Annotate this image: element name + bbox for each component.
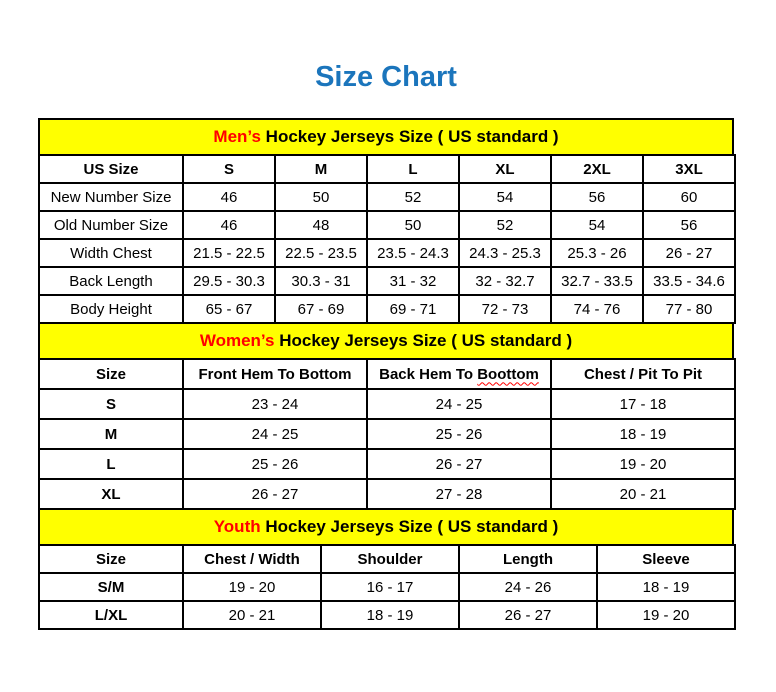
- womens-size-table: [38, 358, 736, 510]
- youth-band-text: Hockey Jerseys Size ( US standard ): [260, 517, 559, 536]
- value-cell: 23 - 24: [183, 389, 367, 419]
- womens-section: [38, 322, 734, 510]
- value-cell: 19 - 20: [183, 573, 321, 601]
- table-row: [39, 419, 735, 449]
- value-cell: 24 - 25: [367, 389, 551, 419]
- value-cell: 54: [459, 183, 551, 211]
- row-label-cell: Body Height: [39, 295, 183, 323]
- womens-header-row: [39, 359, 735, 389]
- value-cell: 29.5 - 30.3: [183, 267, 275, 295]
- value-cell: 60: [643, 183, 735, 211]
- mens-section: [38, 118, 734, 324]
- row-label-cell: Width Chest: [39, 239, 183, 267]
- womens-band: [38, 322, 734, 360]
- value-cell: 52: [459, 211, 551, 239]
- value-cell: 32.7 - 33.5: [551, 267, 643, 295]
- youth-band: [38, 508, 734, 546]
- youth-section: [38, 508, 734, 630]
- column-header: XL: [459, 155, 551, 183]
- column-header: Chest / Pit To Pit: [551, 359, 735, 389]
- column-header: 2XL: [551, 155, 643, 183]
- table-row: [39, 267, 735, 295]
- value-cell: 32 - 32.7: [459, 267, 551, 295]
- value-cell: 69 - 71: [367, 295, 459, 323]
- youth-size-table: [38, 544, 736, 630]
- column-header: M: [275, 155, 367, 183]
- mens-band: [38, 118, 734, 156]
- value-cell: 21.5 - 22.5: [183, 239, 275, 267]
- column-header: US Size: [39, 155, 183, 183]
- table-row: [39, 211, 735, 239]
- youth-band-highlight: Youth: [213, 517, 261, 536]
- column-header: 3XL: [643, 155, 735, 183]
- value-cell: 27 - 28: [367, 479, 551, 509]
- value-cell: 26 - 27: [459, 601, 597, 629]
- back-hem-prefix: Back Hem To: [379, 365, 478, 383]
- column-header: Length: [459, 545, 597, 573]
- value-cell: 23.5 - 24.3: [367, 239, 459, 267]
- value-cell: 18 - 19: [551, 419, 735, 449]
- value-cell: 52: [367, 183, 459, 211]
- row-label-cell: M: [39, 419, 183, 449]
- value-cell: 50: [367, 211, 459, 239]
- value-cell: 24 - 26: [459, 573, 597, 601]
- value-cell: 77 - 80: [643, 295, 735, 323]
- value-cell: 56: [551, 183, 643, 211]
- value-cell: 65 - 67: [183, 295, 275, 323]
- value-cell: 25.3 - 26: [551, 239, 643, 267]
- table-row: [39, 295, 735, 323]
- value-cell: 74 - 76: [551, 295, 643, 323]
- womens-band-highlight: Women’s: [199, 331, 275, 350]
- value-cell: 25 - 26: [183, 449, 367, 479]
- value-cell: 18 - 19: [597, 573, 735, 601]
- table-row: [39, 479, 735, 509]
- row-label-cell: L/XL: [39, 601, 183, 629]
- column-header: Front Hem To Bottom: [183, 359, 367, 389]
- row-label-cell: Old Number Size: [39, 211, 183, 239]
- mens-band-text: Hockey Jerseys Size ( US standard ): [260, 127, 559, 146]
- column-header: Size: [39, 545, 183, 573]
- value-cell: 22.5 - 23.5: [275, 239, 367, 267]
- value-cell: 24 - 25: [183, 419, 367, 449]
- womens-table-body: [39, 389, 735, 509]
- table-row: [39, 449, 735, 479]
- mens-size-table: [38, 154, 736, 324]
- value-cell: 25 - 26: [367, 419, 551, 449]
- value-cell: 46: [183, 183, 275, 211]
- mens-table-body: [39, 183, 735, 323]
- value-cell: 30.3 - 31: [275, 267, 367, 295]
- table-row: [39, 573, 735, 601]
- mens-band-highlight: Men’s: [213, 127, 261, 146]
- womens-band-text: Hockey Jerseys Size ( US standard ): [274, 331, 573, 350]
- value-cell: 54: [551, 211, 643, 239]
- row-label-cell: L: [39, 449, 183, 479]
- row-label-cell: Back Length: [39, 267, 183, 295]
- value-cell: 19 - 20: [551, 449, 735, 479]
- value-cell: 50: [275, 183, 367, 211]
- size-chart-tables: [38, 118, 734, 630]
- row-label-cell: New Number Size: [39, 183, 183, 211]
- value-cell: 20 - 21: [551, 479, 735, 509]
- value-cell: 72 - 73: [459, 295, 551, 323]
- value-cell: 26 - 27: [367, 449, 551, 479]
- column-header: S: [183, 155, 275, 183]
- youth-table-body: [39, 573, 735, 629]
- row-label-cell: S: [39, 389, 183, 419]
- column-header: Shoulder: [321, 545, 459, 573]
- column-header: Size: [39, 359, 183, 389]
- youth-header-row: [39, 545, 735, 573]
- row-label-cell: XL: [39, 479, 183, 509]
- value-cell: 48: [275, 211, 367, 239]
- value-cell: 26 - 27: [643, 239, 735, 267]
- table-row: [39, 183, 735, 211]
- value-cell: 31 - 32: [367, 267, 459, 295]
- table-row: [39, 601, 735, 629]
- value-cell: 67 - 69: [275, 295, 367, 323]
- value-cell: 20 - 21: [183, 601, 321, 629]
- value-cell: 19 - 20: [597, 601, 735, 629]
- column-header: L: [367, 155, 459, 183]
- table-row: [39, 239, 735, 267]
- back-hem-misspelled-word: Boottom: [477, 365, 539, 383]
- value-cell: 33.5 - 34.6: [643, 267, 735, 295]
- column-header: Chest / Width: [183, 545, 321, 573]
- column-header-misspelled: [367, 359, 551, 389]
- column-header: Sleeve: [597, 545, 735, 573]
- value-cell: 16 - 17: [321, 573, 459, 601]
- value-cell: 56: [643, 211, 735, 239]
- page-title: Size Chart: [315, 61, 457, 93]
- table-row: [39, 389, 735, 419]
- value-cell: 17 - 18: [551, 389, 735, 419]
- mens-header-row: [39, 155, 735, 183]
- value-cell: 24.3 - 25.3: [459, 239, 551, 267]
- row-label-cell: S/M: [39, 573, 183, 601]
- value-cell: 26 - 27: [183, 479, 367, 509]
- value-cell: 18 - 19: [321, 601, 459, 629]
- value-cell: 46: [183, 211, 275, 239]
